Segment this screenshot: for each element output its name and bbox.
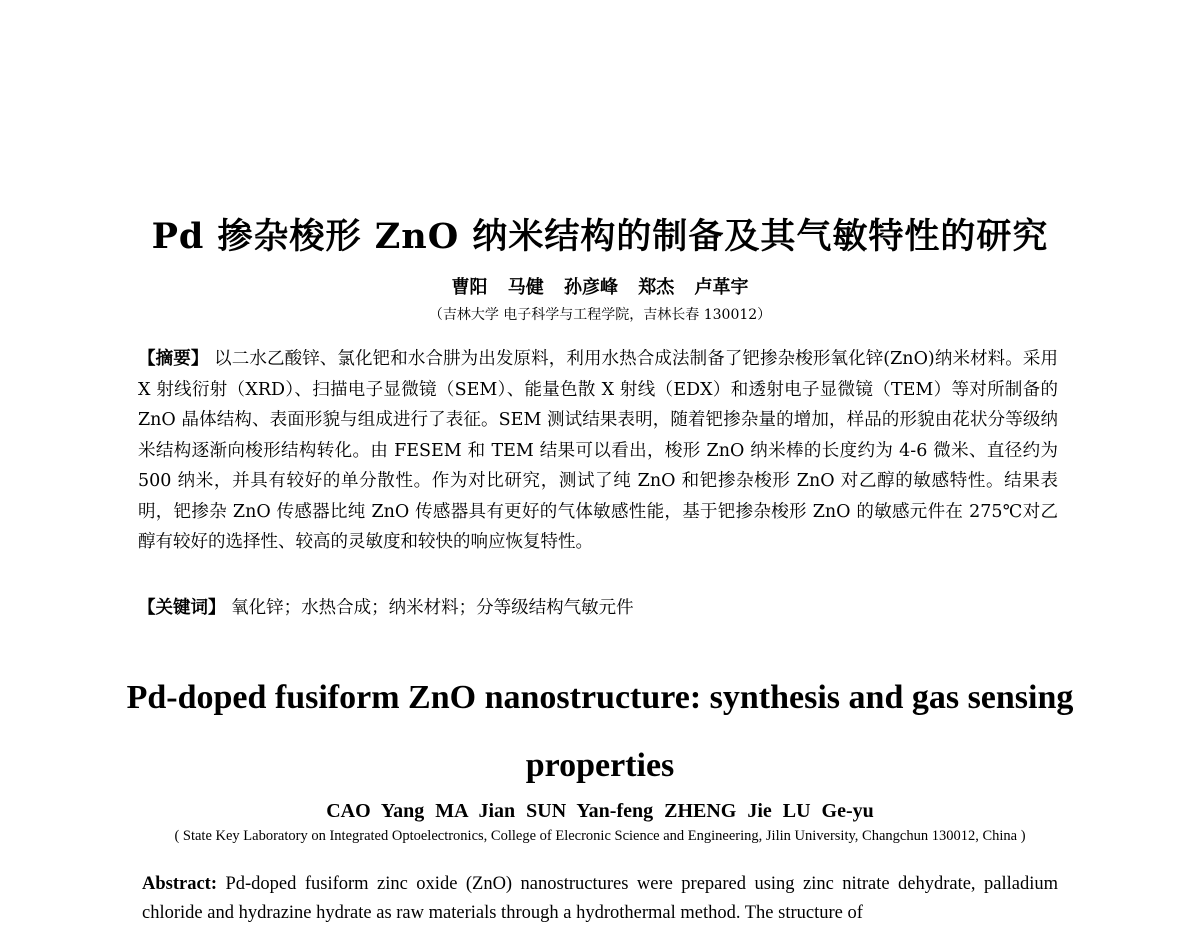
chinese-affiliation: （吉林大学 电子科学与工程学院，吉林长春 130012） [428, 307, 772, 323]
english-title: Pd-doped fusiform ZnO nanostructure: synthesis and gas sensing properties [126, 679, 1074, 784]
english-affiliation: ( State Key Laboratory on Integrated Optoelectronics, College of Elecronic Science and Engineering, Jilin University, Changchun 130012, China ) [174, 828, 1026, 844]
english-abstract-label: Abstract: [142, 874, 218, 894]
english-abstract-text: Pd-doped fusiform zinc oxide (ZnO) nanostructures were prepared using zinc nitrate dehydrate, palladium chloride and hydrazine hydrate as raw materials through a hydrothermal method. The structure of [142, 874, 1059, 923]
chinese-title: Pd 掺杂梭形 ZnO 纳米结构的制备及其气敏特性的研究 [151, 216, 1049, 257]
chinese-keywords-text: 氧化锌；水热合成；纳米材料；分等级结构气敏元件 [231, 598, 634, 618]
chinese-abstract-label: 【摘要】 [138, 349, 209, 369]
english-authors: CAO Yang MA Jian SUN Yan-feng ZHENG Jie LU Ge-yu [326, 800, 874, 822]
chinese-abstract-text: 以二水乙酸锌、氯化钯和水合肼为出发原料，利用水热合成法制备了钯掺杂梭形氧化锌(ZnO)纳米材料。采用 X 射线衍射（XRD）、扫描电子显微镜（SEM）、能量色散 X 射线（EDX）和透射电子显微镜（TEM）等对所制备的 ZnO 晶体结构、表面形貌与组成进行了表征。SEM 测试结果表明，随着钯掺杂量的增加，样品的形貌由花状分等级纳米结构逐渐向梭形结构转化。由 FESEM 和 TEM 结果可以看出，梭形 ZnO 纳米棒的长度约为 4-6 微米、直径约为 500 纳米，并具有较好的单分散性。作为对比研究，测试了纯 ZnO 和钯掺杂梭形 ZnO 对乙醇的敏感特性。结果表明，钯掺杂 ZnO 传感器比纯 ZnO 传感器具有更好的气体敏感性能，基于钯掺杂梭形 ZnO 的敏感元件在 275℃对乙醇有较好的选择性、较高的灵敏度和较快的响应恢复特性。 [138, 349, 1059, 552]
chinese-authors: 曹阳 马健 孙彦峰 郑杰 卢革宇 [451, 277, 749, 298]
chinese-keywords [138, 593, 1058, 623]
english-abstract [142, 870, 1058, 928]
chinese-abstract [138, 344, 1058, 558]
chinese-keywords-label: 【关键词】 [138, 598, 226, 618]
